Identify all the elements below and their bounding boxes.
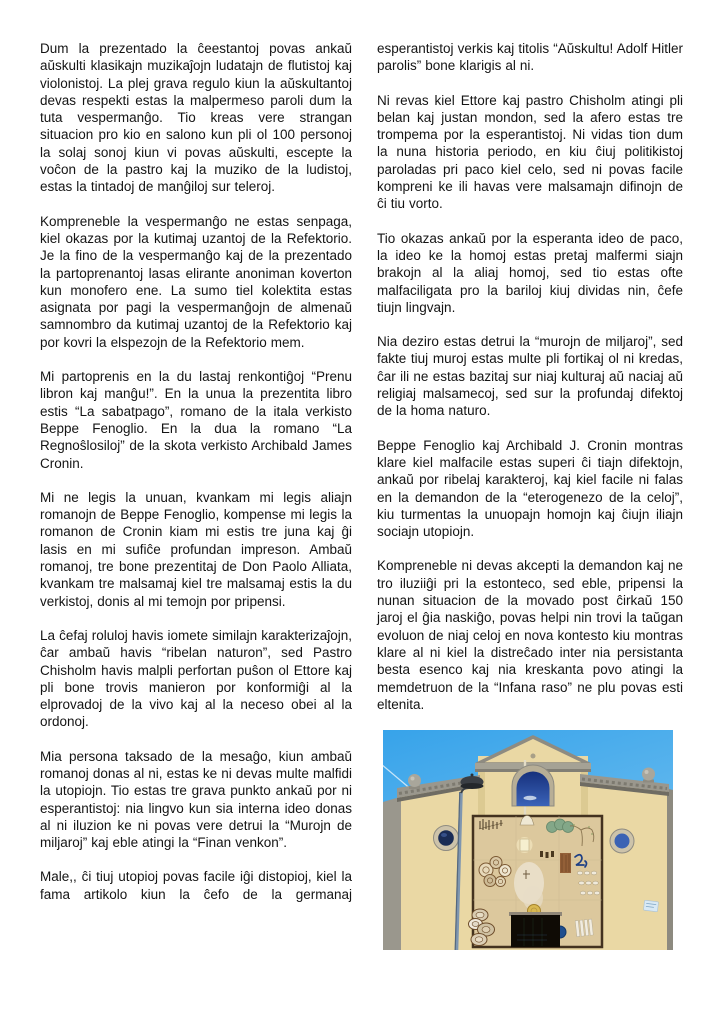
doorway xyxy=(509,912,562,947)
paragraph: Tio okazas ankaŭ por la esperanta ideo de paco, la ideo ke la homoj estas pretaj malfermi siajn brakojn al la aliaj homoj, sed tio estas ofte malfaciligata pro la bariloj kiuj dividas nin, ĉefe tiujn lingvajn. xyxy=(377,230,683,315)
wall-sign xyxy=(643,900,658,912)
paragraph: Kompreneble la vespermanĝo ne estas senpaga, kiel okazas por la kutimaj uzantoj de la Refektorio. Je la fino de la vespermanĝo kaj de la prezentado la partoprenantoj lasas elirante anoniman koverton kun monofero ene. La sumo tiel kolektita estas asignata por pagi la vespermanĝojn de almenaŭ samnombro da kutimaj uzantoj de la Refektorio kaj por kovri la elspezojn de la Refektorio mem. xyxy=(40,213,352,350)
paragraph: La ĉefaj roluloj havis iomete similajn karakterizaĵojn, ĉar ambaŭ havis “ribelan naturon”, sed Pastro Chisholm havis malpli perfortan puŝon ol Ettore kaj pli bone trovis manieron por konformiĝi al la elprovadoj de la vivo kaj al la neceso obei al la ordonoj. xyxy=(40,627,352,730)
paragraph: Mi partoprenis en la du lastaj renkontiĝoj “Prenu libron kaj manĝu!”. En la unua la prezentita libro estis “La sabatpago”, romano de la itala verkisto Beppe Fenoglio. En la dua la romano “La Regnoŝlosiloj” de la skota verkisto Archibald James Cronin. xyxy=(40,369,352,471)
paragraph: Mia persona taksado de la mesaĝo, kiun ambaŭ romanoj donas al ni, estas ke ni devas multe malfidi la utopiojn. Tio estas tre grava punkto ankaŭ por ni esperantistoj: nia lingvo kun sia interna ideo donas al ni iluzion ke ni povas vere detrui la “Murojn de miljaroj” kaj eble atingi la “Finan venkon”. xyxy=(40,748,352,851)
left-column xyxy=(40,40,352,950)
paragraph: Ni revas kiel Ettore kaj pastro Chisholm atingi pli belan kaj justan mondon, sed la afero estas tre trompema por la esperantistoj. Ni vidas tion dum la nuna historia periodo, en kiu ĉiuj politikistoj paroladas pri paco kiel celo, sed ni povas facile kompreni ke ili havas vere malsamajn difinojn de ĉi tiu vorto. xyxy=(377,92,683,212)
paragraph: Dum la prezentado la ĉeestantoj povas ankaŭ aŭskulti klasikajn muzikaĵojn ludatajn de flutistoj kaj violonistoj. La plej grava regulo kiun la aŭskultantoj devas respekti estas la malpermeso paroli dum la tuta vespermanĝo. Tio kreas vere strangan situacion pro kio en salono kun pli ol 100 personoj la solaj sonoj kiun vi povas aŭskulti, escepte la voĉon de la pastro kaj la muziko de la ludistoj, estas la tintadoj de manĝiloj sur teleroj. xyxy=(40,41,352,195)
paragraph: Mi ne legis la unuan, kvankam mi legis aliajn romanojn de Beppe Fenoglio, kompense mi legis la romanon de Cronin kiam mi estis tre juna kaj ĝi lasis en mi sufiĉe profundan impreson. Ambaŭ romanoj, tre bone prezentitaj de Don Paolo Alliata, kvankam tre malsamaj kiel tre malsamaj estis la du verkistoj, donis al mi temojn por pripensi. xyxy=(40,489,352,609)
paragraph-continuing: Male,, ĉi tiuj utopioj povas facile iĝi distopioj, kiel la fama artikolo kiun la ĉefo de la germanaj xyxy=(40,869,352,902)
paragraph: Kompreneble ni devas akcepti la demandon kaj ne tro iluziiĝi pri la estonteco, sed eble, pripensi la nunan situacion de la movado post ĉirkaŭ 150 jaroj el ĝia naskiĝo, povas helpi nin trovi la taŭgan evoluon de niaj celoj en nova kontesto kiu montras klare al ni kiel la distreĉado inter nia persistanta besta esenco kaj nia kreskanta povo atingi la memdetruon de la “Infana raso” ne plu povas esti eltenita. xyxy=(377,558,683,712)
two-column-layout xyxy=(40,40,683,950)
right-column xyxy=(377,40,683,950)
paragraph-continuation: esperantistoj verkis kaj titolis “Aŭskultu! Adolf Hitler parolis” bone klarigis al ni. xyxy=(377,41,683,74)
church-facade-photo xyxy=(383,730,673,950)
paragraph: Beppe Fenoglio kaj Archibald J. Cronin montras klare kiel malfacile estas superi ĉi tiajn difektojn, ankaŭ por ribelaj karakteroj, kaj kiel facile ni falas en la demandon de la “eterogenezo de la celoj”, kiu turmentas la unuopajn homojn kaj ĉiujn iliajn sociajn utopiojn. xyxy=(377,437,683,540)
paragraph: Nia deziro estas detrui la “murojn de miljaroj”, sed fakte tiuj muroj estas multe pli fortikaj ol ni kredas, ĉar ili ne estas bazitaj sur niaj kulturaj aŭ naciaj aŭ religiaj malsamecoj, sed sur la profundaj difektoj de la homa naturo. xyxy=(377,334,683,419)
